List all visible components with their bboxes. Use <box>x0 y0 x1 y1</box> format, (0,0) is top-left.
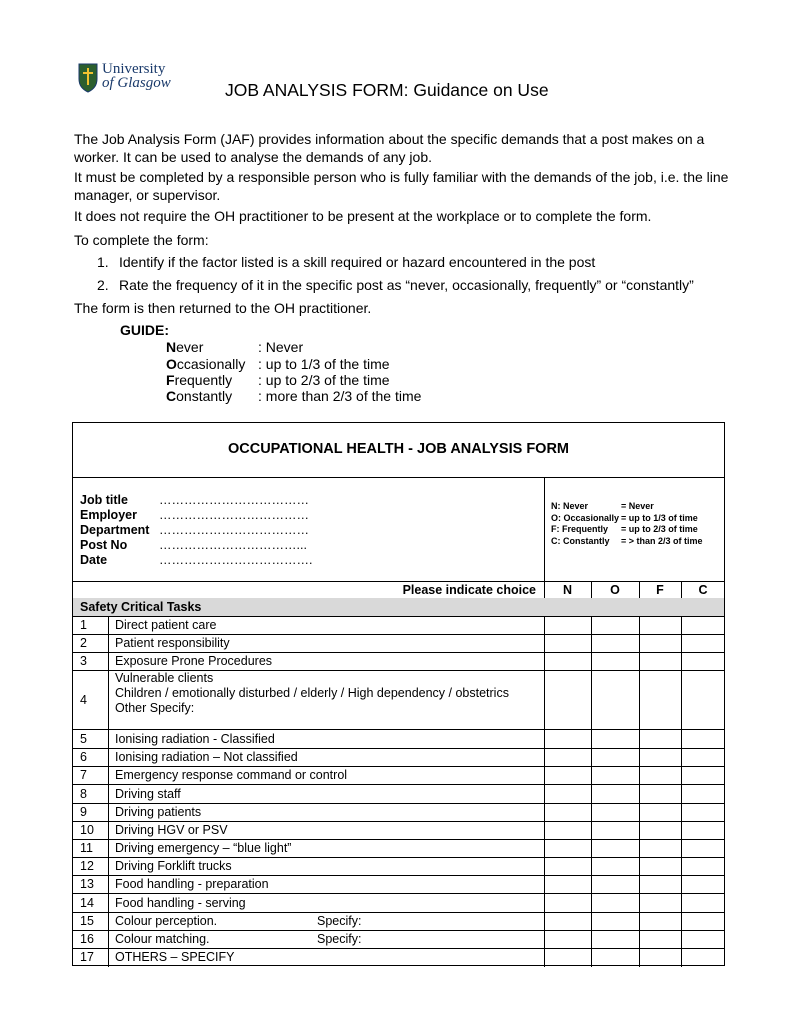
key-term: N: Never <box>551 501 589 511</box>
column-header-c: C <box>698 583 708 597</box>
guide-row-constantly <box>166 388 421 404</box>
guide-row-frequently <box>166 372 390 388</box>
row-text: OTHERS – SPECIFY <box>115 950 235 964</box>
step-1-number: 1. <box>97 254 109 270</box>
guide-initial: O <box>166 356 177 372</box>
row-number: 9 <box>80 805 87 819</box>
key-row <box>551 536 703 548</box>
guide-desc: : up to 1/3 of the time <box>258 356 390 372</box>
page-title: JOB ANALYSIS FORM: Guidance on Use <box>225 80 549 100</box>
divider <box>73 948 724 949</box>
row-text: Ionising radiation - Classified <box>115 732 275 746</box>
logo-wordmark <box>102 62 171 90</box>
key-meaning: = Never <box>621 501 654 511</box>
row-text: Driving Forklift trucks <box>115 859 232 873</box>
divider <box>73 748 724 749</box>
row-text: Exposure Prone Procedures <box>115 654 273 668</box>
divider <box>73 784 724 785</box>
row-text: Colour matching. <box>115 932 210 946</box>
row-text: Driving emergency – “blue light” <box>115 841 292 855</box>
field-post-no[interactable]: ……………………………... <box>159 538 307 552</box>
divider <box>73 581 724 582</box>
field-label-department: Department <box>80 523 150 537</box>
divider <box>73 875 724 876</box>
row-text-line: Children / emotionally disturbed / elderly / High dependency / obstetrics <box>115 686 509 700</box>
key-term: C: Constantly <box>551 535 610 546</box>
row-text-line: Vulnerable clients <box>115 671 214 685</box>
divider <box>73 930 724 931</box>
key-row <box>551 513 703 525</box>
divider <box>681 581 682 598</box>
row-text: Direct patient care <box>115 618 217 632</box>
step-2-number: 2. <box>97 277 109 293</box>
divider <box>73 839 724 840</box>
field-label-employer: Employer <box>80 508 137 522</box>
divider <box>73 821 724 822</box>
intro-paragraph-2: It must be completed by a responsible person who is fully familiar with the demands of the job, i.e. the line manager, or supervisor. <box>74 169 729 203</box>
intro-paragraph-4: To complete the form: <box>74 232 209 248</box>
column-header-o: O <box>610 583 620 597</box>
field-employer[interactable]: ……………………………… <box>159 508 309 522</box>
step-1-text: Identify if the factor listed is a skill required or hazard encountered in the post <box>119 254 596 270</box>
row-text: Food handling - preparation <box>115 877 269 891</box>
guide-desc: : up to 2/3 of the time <box>258 372 390 388</box>
divider <box>73 634 724 635</box>
field-label-job-title: Job title <box>80 493 128 507</box>
logo-line-1: University <box>102 61 166 77</box>
field-department[interactable]: ……………………………… <box>159 523 309 537</box>
row-number: 12 <box>80 859 94 873</box>
row-text-line: Other Specify: <box>115 701 195 715</box>
row-text: Driving staff <box>115 787 181 801</box>
section-header <box>73 598 724 616</box>
divider <box>73 857 724 858</box>
row-number: 17 <box>80 950 94 964</box>
divider <box>591 581 592 598</box>
row-specify-label: Specify: <box>317 914 362 928</box>
guide-term-rest: onstantly <box>176 388 233 404</box>
guide-initial: F <box>166 372 175 388</box>
row-number: 6 <box>80 750 87 764</box>
divider <box>639 616 640 967</box>
divider <box>544 581 545 598</box>
divider <box>73 477 724 478</box>
column-header-n: N <box>562 583 573 597</box>
row-specify-label: Specify: <box>317 932 362 946</box>
key-row <box>551 501 703 513</box>
divider <box>591 616 592 967</box>
divider <box>73 893 724 894</box>
row-number: 14 <box>80 896 94 910</box>
row-text: Food handling - serving <box>115 896 246 910</box>
intro-paragraph-1: The Job Analysis Form (JAF) provides information about the specific demands that a post makes on a worker. It can be used to analyse the demands of any job. <box>74 131 705 165</box>
key-term: O: Occasionally <box>551 512 620 523</box>
guide-initial: C <box>166 388 177 404</box>
row-number: 13 <box>80 877 94 891</box>
divider <box>73 766 724 767</box>
guide-row-occasionally <box>166 356 390 372</box>
divider <box>639 581 640 598</box>
row-number: 7 <box>80 768 87 782</box>
row-number: 1 <box>80 618 87 632</box>
row-number: 3 <box>80 654 87 668</box>
key-meaning: = > than 2/3 of time <box>621 535 703 546</box>
row-number: 16 <box>80 932 94 946</box>
row-number: 8 <box>80 787 87 801</box>
divider <box>73 912 724 913</box>
row-number: 4 <box>80 693 87 707</box>
guide-row-never <box>166 339 303 355</box>
frequency-key <box>551 501 703 547</box>
section-title: Safety Critical Tasks <box>80 600 202 614</box>
key-meaning: = up to 2/3 of time <box>621 524 698 534</box>
job-analysis-form <box>72 422 725 966</box>
column-header-f: F <box>656 583 664 597</box>
divider <box>73 803 724 804</box>
step-2 <box>97 277 694 293</box>
guide-initial: N <box>166 339 177 355</box>
row-text: Colour perception. <box>115 914 218 928</box>
row-text: Driving patients <box>115 805 202 819</box>
row-number: 11 <box>80 841 93 855</box>
form-title: OCCUPATIONAL HEALTH - JOB ANALYSIS FORM <box>227 441 570 457</box>
crest-icon <box>78 63 98 93</box>
row-text: Driving HGV or PSV <box>115 823 228 837</box>
step-2-text: Rate the frequency of it in the specific post as “never, occasionally, frequently” or “constantly” <box>119 277 694 293</box>
guide-term-rest: ccasionally <box>176 356 246 372</box>
guide-term-rest: requently <box>174 372 233 388</box>
row-text-multiline <box>115 671 509 716</box>
indicate-choice-label: Please indicate choice <box>402 583 536 597</box>
row-text: Emergency response command or control <box>115 768 348 782</box>
row-text: Ionising radiation – Not classified <box>115 750 298 764</box>
divider <box>681 616 682 967</box>
field-label-date: Date <box>80 553 108 567</box>
divider <box>73 652 724 653</box>
divider <box>544 616 545 967</box>
divider <box>544 477 545 581</box>
university-logo <box>78 62 176 98</box>
key-row <box>551 524 703 536</box>
key-term: F: Frequently <box>551 524 609 534</box>
step-1 <box>97 254 595 270</box>
row-text: Patient responsibility <box>115 636 230 650</box>
guide-heading: GUIDE: <box>120 322 169 338</box>
field-job-title[interactable]: ……………………………… <box>159 493 309 507</box>
field-label-post-no: Post No <box>80 538 128 552</box>
row-number: 15 <box>80 914 94 928</box>
divider <box>73 729 724 730</box>
guide-desc: : more than 2/3 of the time <box>258 388 422 404</box>
row-number: 5 <box>80 732 87 746</box>
divider <box>108 616 109 967</box>
row-number: 10 <box>80 823 94 837</box>
key-meaning: = up to 1/3 of time <box>621 512 698 523</box>
row-number: 2 <box>80 636 87 650</box>
divider <box>73 616 724 617</box>
intro-paragraph-3: It does not require the OH practitioner to be present at the workplace or to complete the form. <box>74 208 652 224</box>
logo-line-2: of Glasgow <box>102 75 171 91</box>
guide-desc: : Never <box>258 339 304 355</box>
guide-term-rest: ever <box>176 339 204 355</box>
field-date[interactable]: ………………………………. <box>159 553 313 567</box>
intro-paragraph-5: The form is then returned to the OH practitioner. <box>74 300 372 316</box>
